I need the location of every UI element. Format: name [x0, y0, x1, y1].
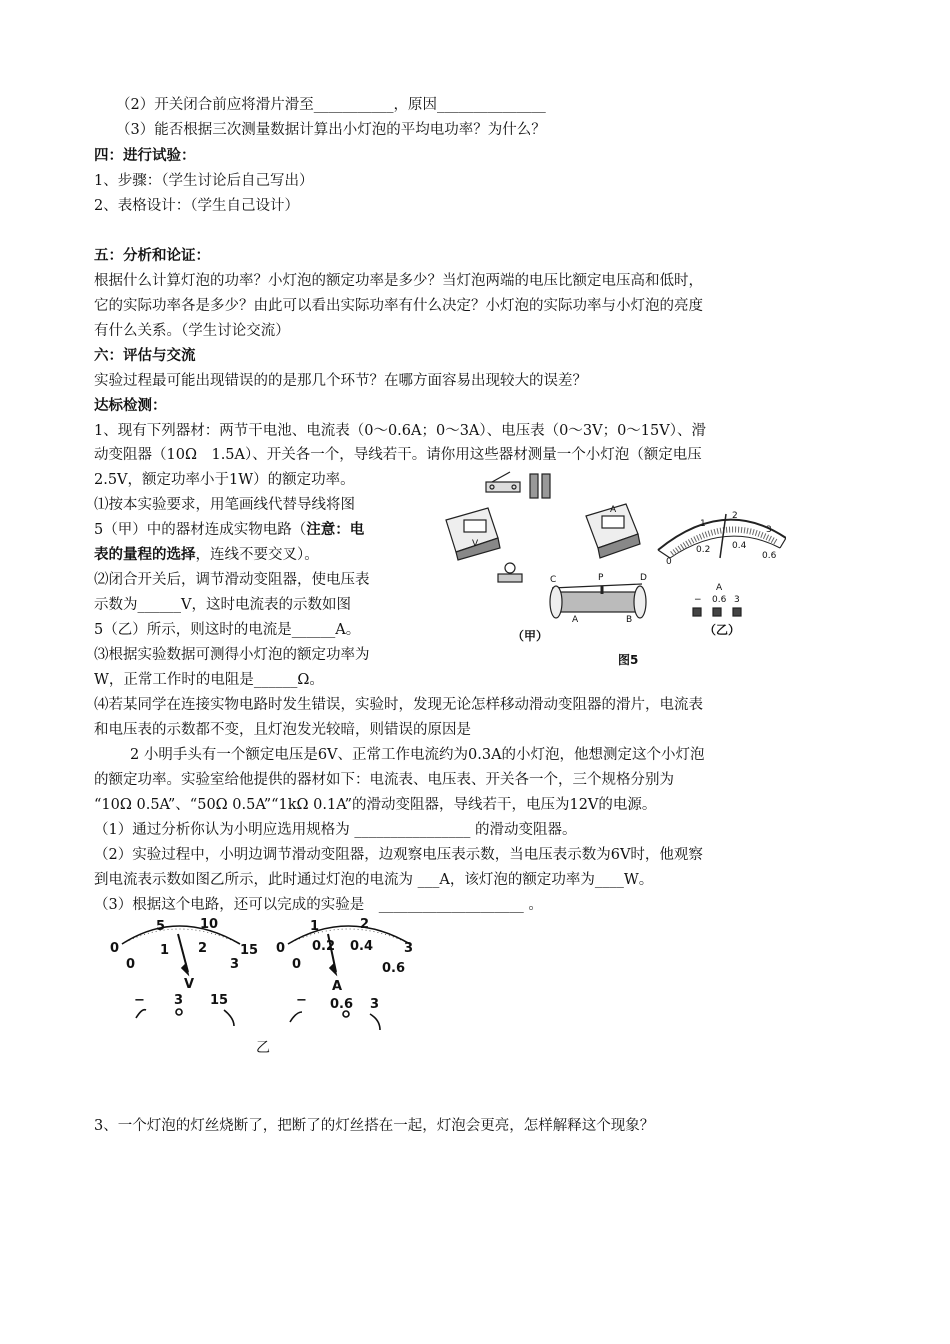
question-line: “10Ω 0.5A”、“50Ω 0.5A”“1kΩ 0.1A”的滑动变阻器，导线若干，电压为12V的电源。 [94, 797, 657, 813]
text-line: 1、步骤：（学生讨论后自己写出） [94, 173, 314, 189]
rheostat-label-d: D [640, 573, 647, 583]
terminal-icon [136, 1010, 146, 1018]
question-line: W，正常工作时的电阻是______Ω。 [94, 672, 324, 688]
question-line: 示数为______V，这时电流表的示数如图 [94, 597, 351, 613]
text-line: 2、表格设计：（学生自己设计） [94, 198, 299, 214]
rheostat-label-c: C [550, 575, 557, 585]
terminal-icon [290, 1012, 302, 1022]
figure-caption: 乙 [256, 1040, 270, 1056]
voltmeter-top-label: 10 [200, 917, 219, 932]
ammeter-top-label: 2 [360, 917, 370, 932]
ammeter-bottom-label: 0.2 [312, 939, 336, 954]
question-line: ⑶根据实验数据可测得小灯泡的额定功率为 [94, 647, 370, 663]
note-bold: 表的量程的选择 [94, 546, 196, 563]
dial-label: 0.4 [732, 541, 747, 551]
text-span: 5（甲）中的器材连成实物电路（ [94, 522, 307, 538]
text-line: 它的实际功率各是多少？由此可以看出实际功率有什么决定？小灯泡的实际功率与小灯泡的亮度 [94, 298, 703, 314]
ammeter-bottom-label: 0.6 [382, 961, 406, 976]
battery-icon [530, 474, 550, 498]
terminal-label: − [296, 993, 307, 1008]
terminal-label: 3 [370, 997, 380, 1012]
rheostat-icon [550, 584, 646, 618]
figure-label-yi: （乙） [704, 623, 741, 637]
dial-label: 2 [732, 511, 738, 521]
text-line: 根据什么计算灯泡的功率？小灯泡的额定功率是多少？当灯泡两端的电压比额定电压高和低时， [94, 273, 703, 289]
ammeter-bottom-label: 0.4 [350, 939, 374, 954]
terminal-label: − [134, 993, 145, 1008]
ammeter-top-label: 3 [404, 941, 414, 956]
terminal-label: 0.6 [712, 595, 727, 605]
dial-label: 0.2 [696, 545, 711, 555]
dial-label: 1 [700, 519, 706, 529]
question-line [94, 545, 319, 565]
terminal-label: − [694, 595, 702, 605]
question-line: ⑷若某同学在连接实物电路时发生错误，实验时，发现无论怎样移动滑动变阻器的滑片，电流表 [94, 697, 703, 713]
question-line: 2 小明手头有一个额定电压是6V、正常工作电流约为0.3A的小灯泡，他想测定这个小灯泡 [130, 747, 705, 763]
text-line: 有什么关系。（学生讨论交流） [94, 323, 290, 339]
figure-5 [436, 468, 786, 673]
dial-label: 3 [766, 525, 772, 535]
ammeter-letter: A [610, 505, 617, 515]
dial-label: 0.6 [762, 551, 777, 561]
question-line: （2）实验过程中，小明边调节滑动变阻器，边观察电压表示数，当电压表示数为6V时，他观察 [94, 847, 703, 863]
question-line: （3）能否根据三次测量数据计算出小灯泡的平均电功率？为什么？ [116, 122, 546, 138]
voltmeter-top-label: 15 [240, 943, 259, 958]
dial-label: 0 [666, 557, 672, 567]
rheostat-label-a: A [572, 615, 579, 625]
question-line: 和电压表的示数都不变，且灯泡发光较暗，则错误的原因是 [94, 722, 471, 738]
question-line: 2.5V，额定功率小于1W）的额定功率。 [94, 472, 355, 488]
meter-letter: A [716, 583, 723, 593]
voltmeter-bottom-label: 1 [160, 943, 170, 958]
rheostat-label-p: P [598, 573, 604, 583]
text-line: 实验过程最可能出现错误的的是那几个环节？在哪方面容易出现较大的误差？ [94, 373, 587, 389]
voltmeter-top-label: 0 [110, 941, 120, 956]
terminal-label: 0.6 [330, 997, 354, 1012]
question-line: （3）根据这个电路，还可以完成的实验是 ____________________ 。 [94, 897, 543, 913]
question-line: 3、一个灯泡的灯丝烧断了，把断了的灯丝搭在一起，灯泡会更亮，怎样解释这个现象？ [94, 1118, 655, 1134]
section-heading: 五：分析和论证： [94, 247, 210, 264]
ammeter-top-label: 1 [310, 919, 320, 934]
ammeter-letter: A [332, 979, 343, 994]
terminal-icon [224, 1010, 234, 1026]
switch-icon [486, 472, 520, 492]
question-line: ⑵闭合开关后，调节滑动变阻器，使电压表 [94, 572, 370, 588]
lamp-icon [498, 563, 522, 582]
voltmeter-top-label: 5 [156, 919, 166, 934]
ammeter-top-label: 0 [276, 941, 286, 956]
voltmeter-icon [446, 508, 500, 560]
question-line: ⑴按本实验要求，用笔画线代替导线将图 [94, 497, 355, 513]
question-line: 动变阻器（10Ω 1.5A）、开关各一个，导线若干。请你用这些器材测量一个小灯泡（额定电压 [94, 447, 702, 463]
question-line: 5（乙）所示，则这时的电流是______A。 [94, 622, 361, 638]
voltmeter-letter: V [184, 977, 195, 992]
terminal-icon [370, 1014, 380, 1030]
voltmeter-scale-arc [122, 926, 240, 944]
section-heading: 达标检测： [94, 397, 167, 414]
figure-yi-meters [100, 914, 430, 1059]
voltmeter-bottom-label: 0 [126, 957, 136, 972]
text-span: ，连线不要交叉）。 [195, 547, 319, 563]
section-heading: 四：进行试验： [94, 147, 196, 164]
figure-label-jia: （甲） [512, 629, 549, 643]
question-line [94, 520, 364, 540]
section-heading: 六：评估与交流 [94, 347, 196, 364]
terminal-label: 15 [210, 993, 229, 1008]
ammeter-bottom-label: 0 [292, 957, 302, 972]
terminal-label: 3 [734, 595, 740, 605]
question-line: 1、现有下列器材：两节干电池、电流表（0～0.6A；0～3A）、电压表（0～3V；0～15V）、滑 [94, 423, 706, 439]
note-bold: 注意：电 [306, 521, 365, 538]
voltmeter-bottom-label: 2 [198, 941, 208, 956]
question-line: （2）开关闭合前应将滑片滑至___________，原因_______________ [116, 97, 546, 113]
question-line: （1）通过分析你认为小明应选用规格为 ________________ 的滑动变阻器。 [94, 822, 577, 838]
rheostat-label-b: B [626, 615, 633, 625]
question-line: 到电流表示数如图乙所示，此时通过灯泡的电流为 ___A，该灯泡的额定功率为____W。 [94, 872, 654, 888]
ammeter-scale-arc [288, 926, 410, 944]
voltmeter-bottom-label: 3 [230, 957, 240, 972]
voltmeter-letter: V [472, 539, 479, 549]
terminal-label: 3 [174, 993, 184, 1008]
meter-terminals [693, 608, 741, 616]
question-line: 的额定功率。实验室给他提供的器材如下：电流表、电压表、开关各一个，三个规格分别为 [94, 772, 674, 788]
figure-caption: 图5 [618, 653, 639, 667]
